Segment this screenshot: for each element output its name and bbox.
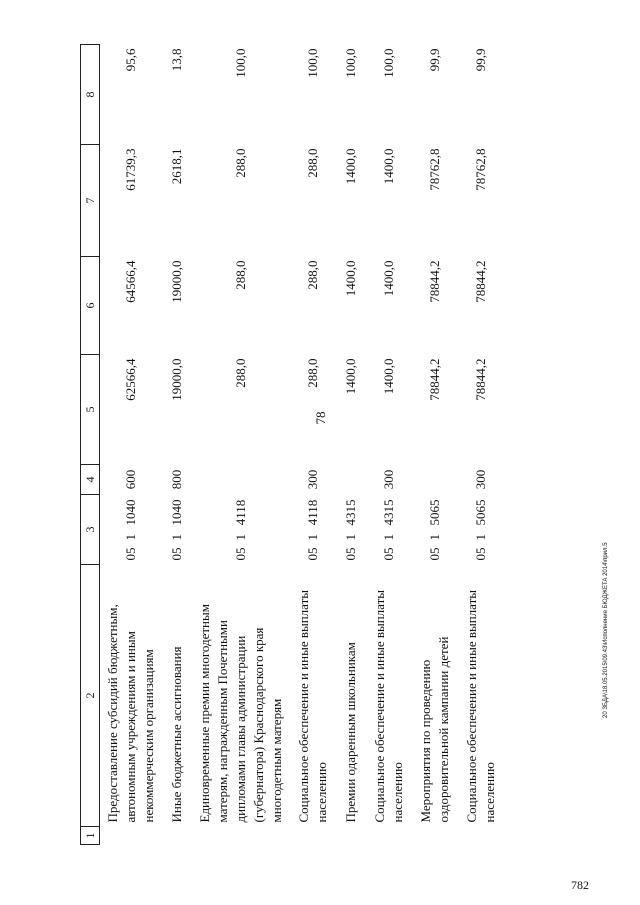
row-value-8: 95,6 [123,48,138,72]
row-value-8: 99,9 [427,48,442,72]
row-value-6: 288,0 [233,260,248,290]
row-name: Иные бюджетные ассигнования [169,646,184,823]
table-row [336,45,366,845]
budget-table [80,44,504,845]
row-value-8: 100,0 [233,48,248,78]
row-value-8: 100,0 [381,48,396,78]
row-code-type [412,465,458,495]
row-value-6: 19000,0 [169,260,184,303]
row-value-6: 1400,0 [343,260,358,297]
row-value-8: 13,8 [169,48,184,72]
row-code-section: 05 [233,547,248,561]
row-code-target: 4118 [305,499,320,526]
header-col-3: 3 [81,495,100,565]
table-row [366,45,412,845]
row-code-type [192,465,290,495]
row-value-6: 78844,2 [473,260,488,303]
row-value-5: 1400,0 [381,358,396,395]
header-col-1: 1 [81,827,100,845]
table-row [458,45,504,845]
row-code-type: 300 [473,469,488,490]
row-value-5: 78844,2 [427,358,442,401]
row-code-section: 05 [427,547,442,561]
row-value-5: 78844,2 [473,358,488,401]
row-value-5: 288,0 [305,358,320,388]
row-code-type: 300 [381,469,396,490]
row-value-5: 1400,0 [343,358,358,395]
row-code-type: 300 [305,469,320,490]
row-code-target: 5065 [427,499,442,526]
row-code-section: 05 [343,547,358,561]
table-header-row [81,45,100,845]
row-value-6: 78844,2 [427,260,442,303]
row-code-target: 4315 [381,499,396,526]
row-value-8: 99,9 [473,48,488,72]
row-code-sub: 1 [473,534,488,541]
row-value-7: 288,0 [305,148,320,178]
row-value-8: 100,0 [343,48,358,78]
row-code-sub: 1 [233,534,248,541]
row-code-type: 800 [169,469,184,490]
row-code-section: 05 [305,547,320,561]
row-value-6: 288,0 [305,260,320,290]
row-code-sub: 1 [427,534,442,541]
table-row [162,45,192,845]
row-name: Предоставление субсидий бюджетным, автономным учреждениям и иным некоммерческим организациям [105,604,156,823]
row-value-8: 100,0 [305,48,320,78]
row-value-7: 1400,0 [381,148,396,185]
row-code-type: 600 [123,469,138,490]
table-row [412,45,458,845]
row-value-6: 64566,4 [123,260,138,303]
row-code-sub: 1 [123,534,138,541]
row-value-6: 1400,0 [381,260,396,297]
row-name: Премии одаренным школьникам [343,642,358,823]
row-code-section: 05 [473,547,488,561]
row-value-7: 288,0 [233,148,248,178]
row-name: Мероприятия по проведению оздоровительной кампании детей [418,636,451,823]
row-code-type [336,465,366,495]
row-value-5: 19000,0 [169,358,184,401]
row-code-section: 05 [381,547,396,561]
row-name: Социальное обеспечение и иные выплаты населению [372,589,405,823]
row-name: Единовременные премии многодетным матерям, награжденным Почетными дипломами главы администрации (губернатора) Краснодарского края многодетным матерям [197,604,284,823]
row-value-7: 2618,1 [169,148,184,185]
row-value-5: 62566,4 [123,358,138,401]
row-value-7: 78762,8 [427,148,442,191]
row-code-section: 05 [169,547,184,561]
row-code-target: 1040 [169,499,184,526]
table-row [290,45,336,845]
row-name: Социальное обеспечение и иные выплаты населению [464,589,497,823]
row-value-7: 78762,8 [473,148,488,191]
budget-table-rotated [80,45,530,845]
row-code-sub: 1 [169,534,184,541]
row-name: Социальное обеспечение и иные выплаты населению [296,589,329,823]
page-number-top: 78 [313,411,328,425]
row-code-sub: 1 [343,534,358,541]
header-col-7: 7 [81,145,100,257]
row-code-target: 1040 [123,499,138,526]
row-value-7: 1400,0 [343,148,358,185]
row-code-sub: 1 [381,534,396,541]
header-col-5: 5 [81,355,100,465]
row-code-target: 4118 [233,499,248,526]
header-col-2: 2 [81,565,100,827]
row-value-7: 61739,3 [123,148,138,191]
header-col-6: 6 [81,257,100,355]
table-row [100,45,163,845]
header-col-4: 4 [81,465,100,495]
row-code-target: 5065 [473,499,488,526]
row-code-target: 4315 [343,499,358,526]
footer-file-path: 20 ЗБДА\18.05.2015\09.43\Исполнение БЮДЖЕТА 2014\прил.5 [603,542,609,718]
table-row [192,45,290,845]
row-code-section: 05 [123,547,138,561]
row-value-5: 288,0 [233,358,248,388]
row-code-sub: 1 [305,534,320,541]
header-col-8: 8 [81,45,100,145]
page-number-bottom: 782 [571,878,589,892]
